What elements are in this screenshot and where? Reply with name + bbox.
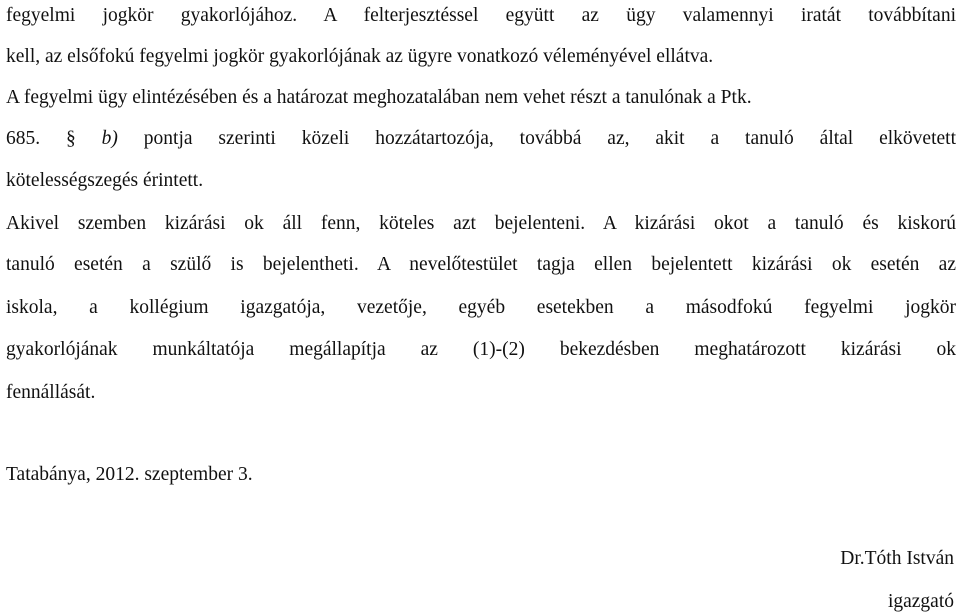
document-page xyxy=(6,0,956,616)
text-line-10: fennállását. xyxy=(6,382,96,403)
text-line-8: iskola, a kollégium igazgatója, vezetője, egyéb esetekben a másodfokú fegyelmi jogkör xyxy=(6,297,956,318)
text-line-2: kell, az elsőfokú fegyelmi jogkör gyakorlójának az ügyre vonatkozó véleményével ellátva. xyxy=(6,46,714,67)
text-line-6: Akivel szemben kizárási ok áll fenn, köteles azt bejelenteni. A kizárási okot a tanuló és kiskorú xyxy=(6,213,956,234)
text-line-4 xyxy=(6,129,956,149)
text-line-9: gyakorlójának munkáltatója megállapítja az (1)-(2) bekezdésben meghatározott kizárási ok xyxy=(6,339,956,360)
text-line-4-rest: pontja szerinti közeli hozzátartozója, továbbá az, akit a tanuló által elkövetett xyxy=(117,128,956,149)
text-line-3: A fegyelmi ügy elintézésében és a határozat meghozatalában nem vehet részt a tanulónak a Ptk. xyxy=(6,87,752,108)
text-line-4-lead: 685. § xyxy=(6,128,102,149)
text-line-7: tanuló esetén a szülő is bejelentheti. A nevelőtestület tagja ellen bejelentett kizárási ok esetén az xyxy=(6,254,956,275)
text-line-5: kötelességszegés érintett. xyxy=(6,170,204,191)
text-line-1: fegyelmi jogkör gyakorlójához. A felterjesztéssel együtt az ügy valamennyi iratát továbbítani xyxy=(6,5,956,26)
signatory-title: igazgató xyxy=(887,591,954,612)
text-line-4-italic: b) xyxy=(101,128,118,149)
place-and-date: Tatabánya, 2012. szeptember 3. xyxy=(6,464,253,485)
signatory-name: Dr.Tóth István xyxy=(840,548,954,569)
